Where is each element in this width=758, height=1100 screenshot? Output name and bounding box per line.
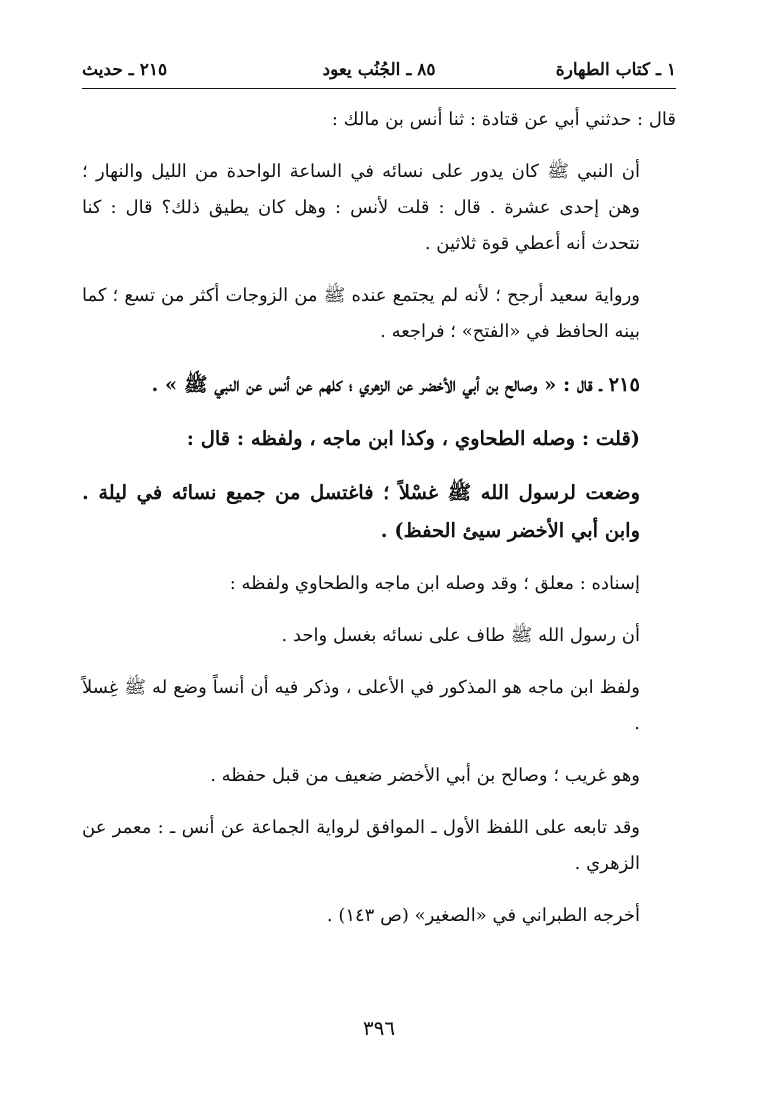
running-header	[82, 56, 676, 86]
hadith-215-heading: ٢١٥ ـ قال : « وصالح بن أبي الأخضر عن الزهري ؛ كلهم عن أنس عن النبي ﷺ » .	[151, 373, 640, 396]
paragraph-1: قال : حدثني أبي عن قتادة : ثنا أنس بن مالك :	[331, 109, 676, 130]
paragraph-12: أخرجه الطبراني في «الصغير» (ص ١٤٣) .	[326, 905, 640, 926]
page-body	[82, 102, 676, 950]
paragraph-3: ورواية سعيد أرجح ؛ لأنه لم يجتمع عنده ﷺ من الزوجات أكثر من تسع ؛ كما بينه الحافظ في «الفتح» ؛ فراجعه .	[82, 285, 640, 342]
paragraph-2: أن النبي ﷺ كان يدور على نسائه في الساعة الواحدة من الليل والنهار ؛ وهن إحدى عشرة . قال : قلت لأنس : وهل كان يطيق ذلك؟ قال : كنا نتحدث أنه أعطي قوة ثلاثين .	[82, 161, 640, 254]
paragraph-11: وقد تابعه على اللفظ الأول ـ الموافق لرواية الجماعة عن أنس ـ : معمر عن الزهري .	[82, 817, 640, 874]
paragraph-8: أن رسول الله ﷺ طاف على نسائه بغسل واحد .	[281, 625, 640, 646]
header-hadith-number: ٢١٥ ـ حديث	[82, 60, 168, 80]
paragraph-7: إسناده : معلق ؛ وقد وصله ابن ماجه والطحاوي ولفظه :	[229, 573, 640, 594]
page-number: ٣٩٦	[362, 1016, 396, 1040]
header-chapter-title: ٨٥ ـ الجُنُب يعود	[322, 60, 436, 80]
header-book-title: ١ ـ كتاب الطهارة	[555, 60, 676, 80]
paragraph-9: ولفظ ابن ماجه هو المذكور في الأعلى ، وذكر فيه أن أنساً وضع له ﷺ غِسلاً .	[82, 677, 640, 734]
header-divider	[82, 88, 676, 89]
paragraph-5: (قلت : وصله الطحاوي ، وكذا ابن ماجه ، ولفظه : قال :	[186, 427, 640, 450]
paragraph-10: وهو غريب ؛ وصالح بن أبي الأخضر ضعيف من قبل حفظه .	[210, 765, 640, 786]
paragraph-6: وضعت لرسول الله ﷺ غسْلاً ؛ فاغتسل من جميع نسائه في ليلة . وابن أبي الأخضر سيئ الحفظ) .	[82, 481, 640, 542]
